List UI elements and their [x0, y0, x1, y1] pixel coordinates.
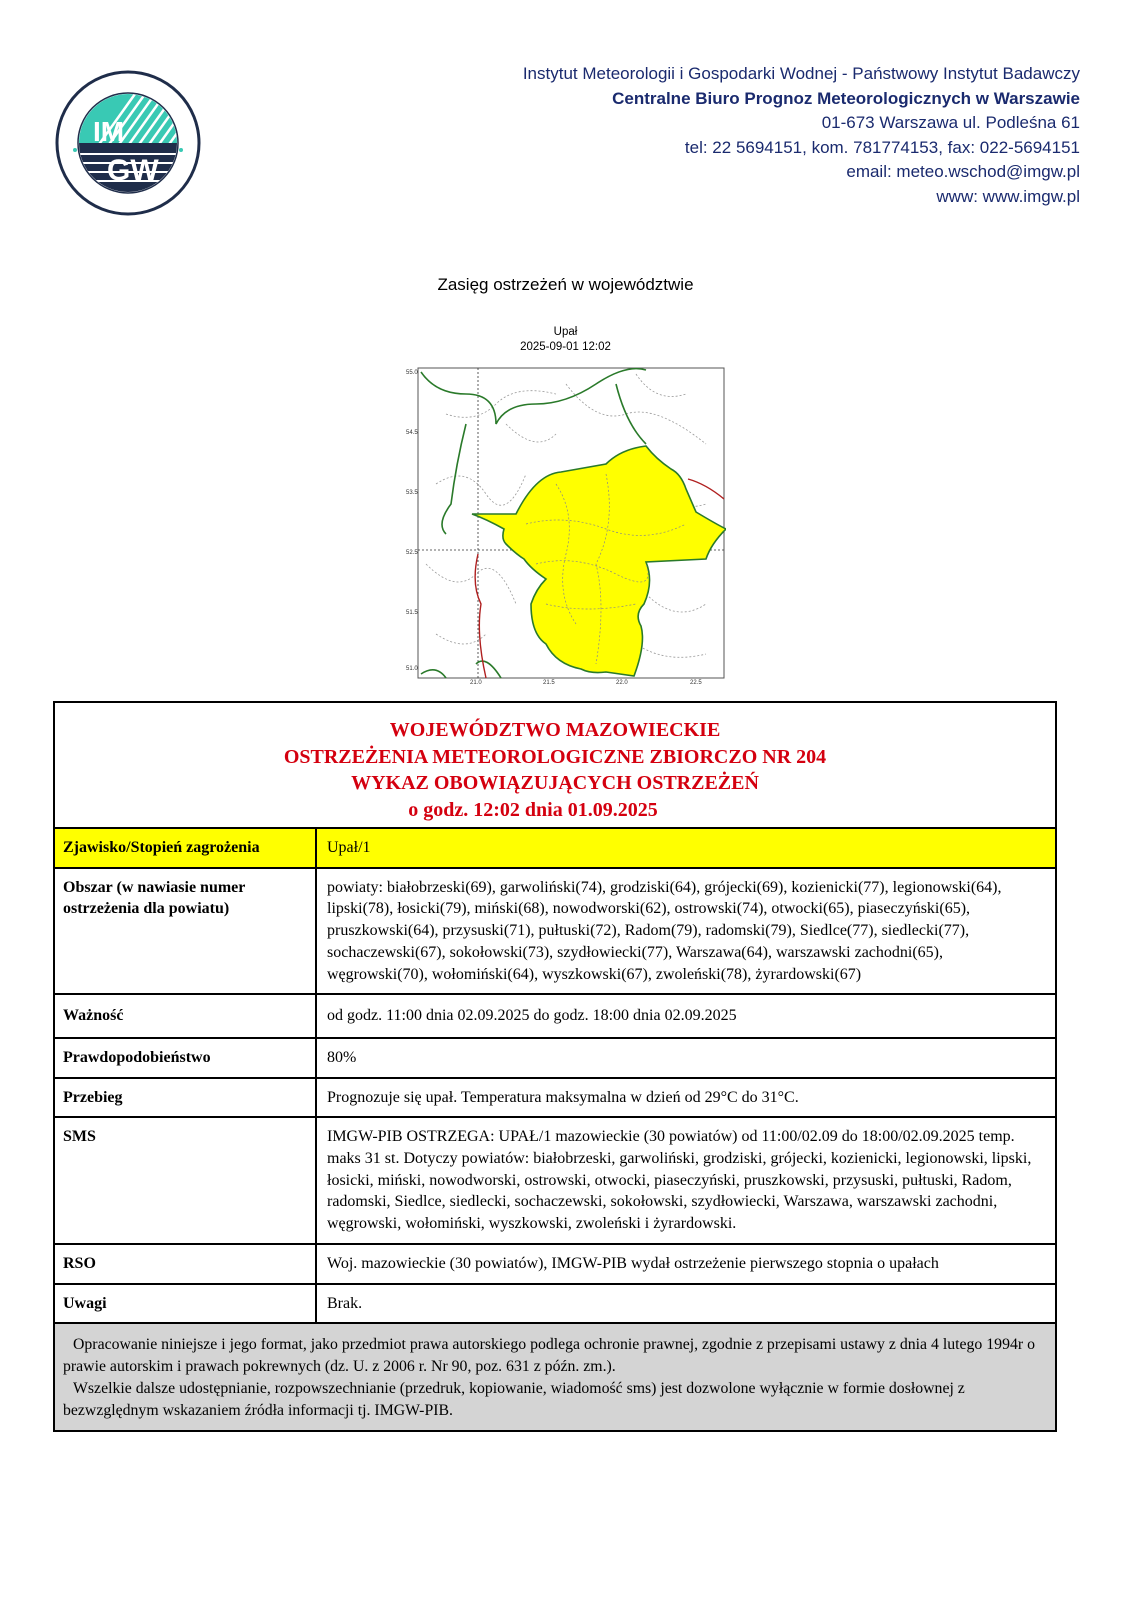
redistribution-paragraph: Wszelkie dalsze udostępnianie, rozpowszechnianie (przedruk, kopiowanie, wiadomość sms) jest dozwolone wyłącznie w formie dosłownej z bezwzględnym wskazaniem źródła informacji tj. IMGW-PIB. [63, 1380, 965, 1420]
map-title: Zasięg ostrzeżeń w województwie [437, 275, 694, 294]
row-value: IMGW-PIB OSTRZEGA: UPAŁ/1 mazowieckie (30 powiatów) od 11:00/02.09 do 18:00/02.09.2025 temp. maks 31 st. Dotyczy powiatów: białobrzeski, garwoliński, grodziski, grójecki, kozienicki, legionowski, lipski, łosicki, miński, nowodworski, ostrowski, otwocki, piaseczyński, pruszkowski, przysuski, pułtuski, Radom, radomski, Siedlce, siedlecki, sochaczewski, sokołowski, szydłowiecki, Warszawa, warszawski zachodni, węgrowski, wołomiński, wyszkowski, zwoleński i żyrardowski. [327, 1128, 1032, 1233]
row-label: SMS [55, 1118, 317, 1243]
row-phenomenon [55, 829, 1055, 869]
row-label: RSO [55, 1245, 317, 1283]
row-value: od godz. 11:00 dnia 02.09.2025 do godz. 18:00 dnia 02.09.2025 [327, 1007, 737, 1025]
website[interactable]: www: www.imgw.pl [936, 186, 1080, 206]
row-value: powiaty: białobrzeski(69), garwoliński(74), grodziski(64), grójecki(69), kozienicki(77), legionowski(64), lipski(78), łosicki(79), miński(68), nowodworski(62), ostrowski(74), otwocki(65), piaseczyński(65), pruszkowski(64), przysuski(71), pułtuski(72), Radom(79), radomski(79), Siedlce(77), siedlecki(77), sochaczewski(67), sokołowski(73), szydłowiecki(77), Warszawa(64), warszawski zachodni(65), węgrowski(70), wołomiński(64), wyszkowski(67), zwoleński(78), żyrardowski(67) [327, 878, 1002, 983]
row-label: Ważność [55, 995, 317, 1037]
imgw-logo [55, 70, 201, 216]
svg-text:22.0: 22.0 [616, 680, 628, 686]
logo-mark-bottom: GW [107, 154, 159, 187]
row-label: Przebieg [55, 1079, 317, 1117]
row-label: Prawdopodobieństwo [55, 1039, 317, 1077]
voivodeship-map-icon [406, 364, 726, 686]
warning-table [53, 701, 1057, 1432]
svg-text:21.0: 21.0 [470, 680, 482, 686]
row-remarks [55, 1285, 1055, 1325]
warning-list-heading: WYKAZ OBOWIĄZUJĄCYCH OSTRZEŻEŃ [351, 772, 759, 794]
row-label: Obszar (w nawiasie numer ostrzeżenia dla powiatu) [55, 869, 317, 994]
map-phenomenon: Upał [553, 326, 578, 338]
svg-text:55.0: 55.0 [406, 370, 418, 376]
voivodeship-name: WOJEWÓDZTWO MAZOWIECKIE [389, 719, 721, 741]
address: 01-673 Warszawa ul. Podleśna 61 [821, 113, 1080, 132]
row-label: Uwagi [55, 1285, 317, 1323]
row-value: Upał/1 [327, 839, 371, 856]
row-value: 80% [327, 1048, 357, 1066]
bureau-name: Centralne Biuro Prognoz Meteorologicznych w Warszawie [612, 88, 1080, 108]
warning-number: OSTRZEŻENIA METEOROLOGICZNE ZBIORCZO NR 204 [283, 745, 827, 768]
svg-text:52.5: 52.5 [406, 550, 418, 556]
row-validity [55, 995, 1055, 1039]
copyright-notice [55, 1324, 1055, 1430]
row-label: Zjawisko/Stopień zagrożenia [55, 829, 317, 867]
logo-mark-top: IM [93, 116, 125, 147]
svg-text:51.5: 51.5 [406, 610, 418, 616]
institute-name: Instytut Meteorologii i Gospodarki Wodnej - Państwowy Instytut Badawczy [522, 64, 1080, 83]
svg-text:51.0: 51.0 [406, 666, 418, 672]
warning-map [406, 364, 726, 686]
map-subtitle [0, 325, 1131, 355]
row-value: Woj. mazowieckie (30 powiatów), IMGW-PIB wydał ostrzeżenie pierwszego stopnia o upałach [327, 1254, 939, 1272]
svg-text:21.5: 21.5 [543, 680, 555, 686]
svg-text:22.5: 22.5 [690, 680, 702, 686]
row-area [55, 869, 1055, 996]
svg-text:53.5: 53.5 [406, 490, 418, 496]
map-timestamp: 2025-09-01 12:02 [520, 341, 611, 353]
institute-header [523, 62, 1080, 209]
row-course [55, 1079, 1055, 1119]
issue-datetime: o godz. 12:02 dnia 01.09.2025 [408, 798, 658, 821]
row-probability [55, 1039, 1055, 1079]
row-sms [55, 1118, 1055, 1245]
imgw-logo-icon [55, 70, 201, 216]
copyright-paragraph: Opracowanie niniejsze i jego format, jako przedmiot prawa autorskiego podlega ochronie prawnej, zgodnie z przepisami ustawy z dnia 4 lutego 1994r o prawie autorskim i prawach pokrewnych (dz. U. z 2006 r. Nr 90, poz. 631 z późn. zm.). [63, 1336, 1035, 1376]
warning-title [55, 703, 1055, 829]
svg-text:54.5: 54.5 [406, 430, 418, 436]
row-rso [55, 1245, 1055, 1285]
email[interactable]: email: meteo.wschod@imgw.pl [846, 162, 1080, 181]
phone: tel: 22 5694151, kom. 781774153, fax: 022-5694151 [684, 137, 1080, 157]
row-value: Prognozuje się upał. Temperatura maksymalna w dzień od 29°C do 31°C. [327, 1088, 799, 1106]
row-value: Brak. [327, 1294, 363, 1312]
